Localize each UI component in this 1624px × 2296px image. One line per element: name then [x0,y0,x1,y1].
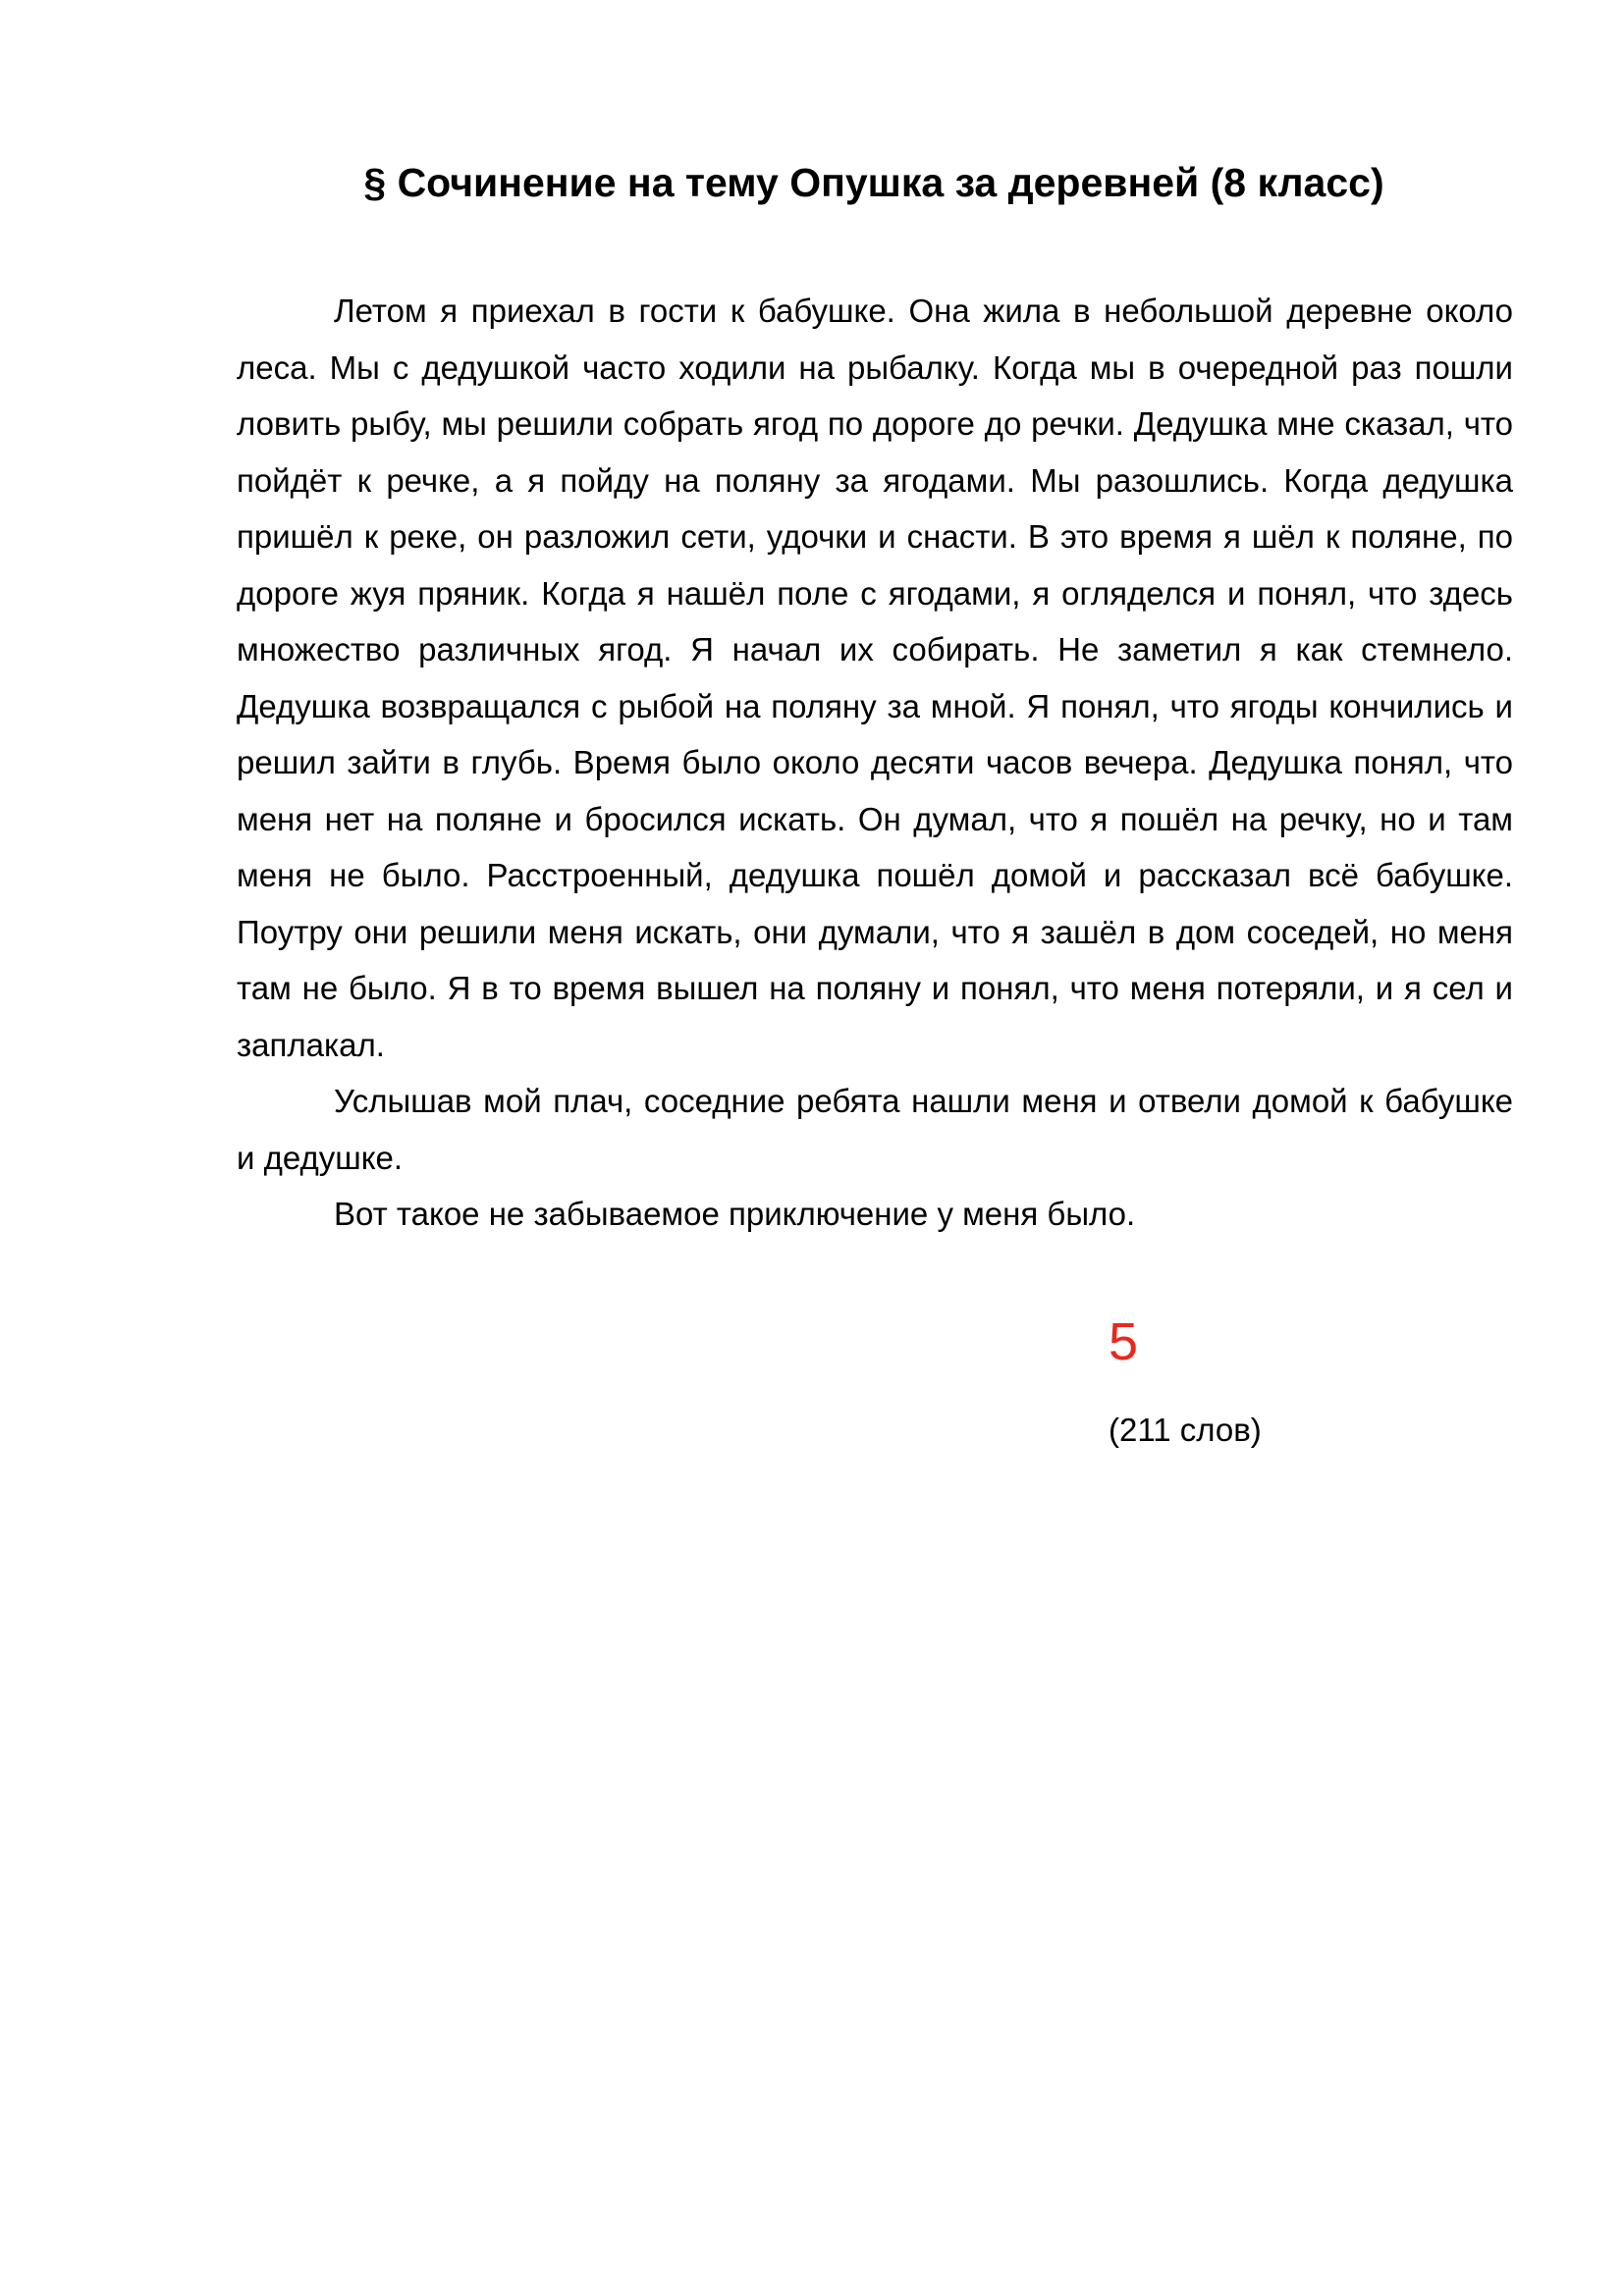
essay-paragraph-3: Вот такое не забываемое приключение у меня было. [334,1196,1136,1232]
essay-paragraph-1: Летом я приехал в гости к бабушке. Она жила в небольшой деревне около леса. Мы с дедушкой часто ходили на рыбалку. Когда мы в очередной раз пошли ловить рыбу, мы решили собрать ягод по дороге до речки. Дедушка мне сказал, что пойдёт к речке, а я пойду на поляну за ягодами. Мы разошлись. Когда дедушка пришёл к реке, он разложил сети, удочки и снасти. В это время я шёл к поляне, по дороге жуя пряник. Когда я нашёл поле с ягодами, я огляделся и понял, что здесь множество различных ягод. Я начал их собирать. Не заметил я как стемнело. Дедушка возвращался с рыбой на поляну за мной. Я понял, что ягоды кончились и решил зайти в глубь. Время было около десяти часов вечера. Дедушка понял, что меня нет на поляне и бросился искать. Он думал, что я пошёл на речку, но и там меня не было. Расстроенный, дедушка пошёл домой и рассказал всё бабушке. Поутру они решили меня искать, они думали, что я зашёл в дом соседей, но меня там не было. Я в то время вышел на поляну и понял, что меня потеряли, и я сел и заплакал. [237,293,1513,1063]
document-title: § Сочинение на тему Опушка за деревней (8 класс) [363,160,1384,205]
word-count: (211 слов) [1109,1412,1262,1448]
essay-body [237,283,1513,1243]
grade-mark: 5 [1109,1312,1139,1371]
essay-paragraph-2: Услышав мой плач, соседние ребята нашли меня и отвели домой к бабушке и дедушке. [237,1083,1513,1176]
